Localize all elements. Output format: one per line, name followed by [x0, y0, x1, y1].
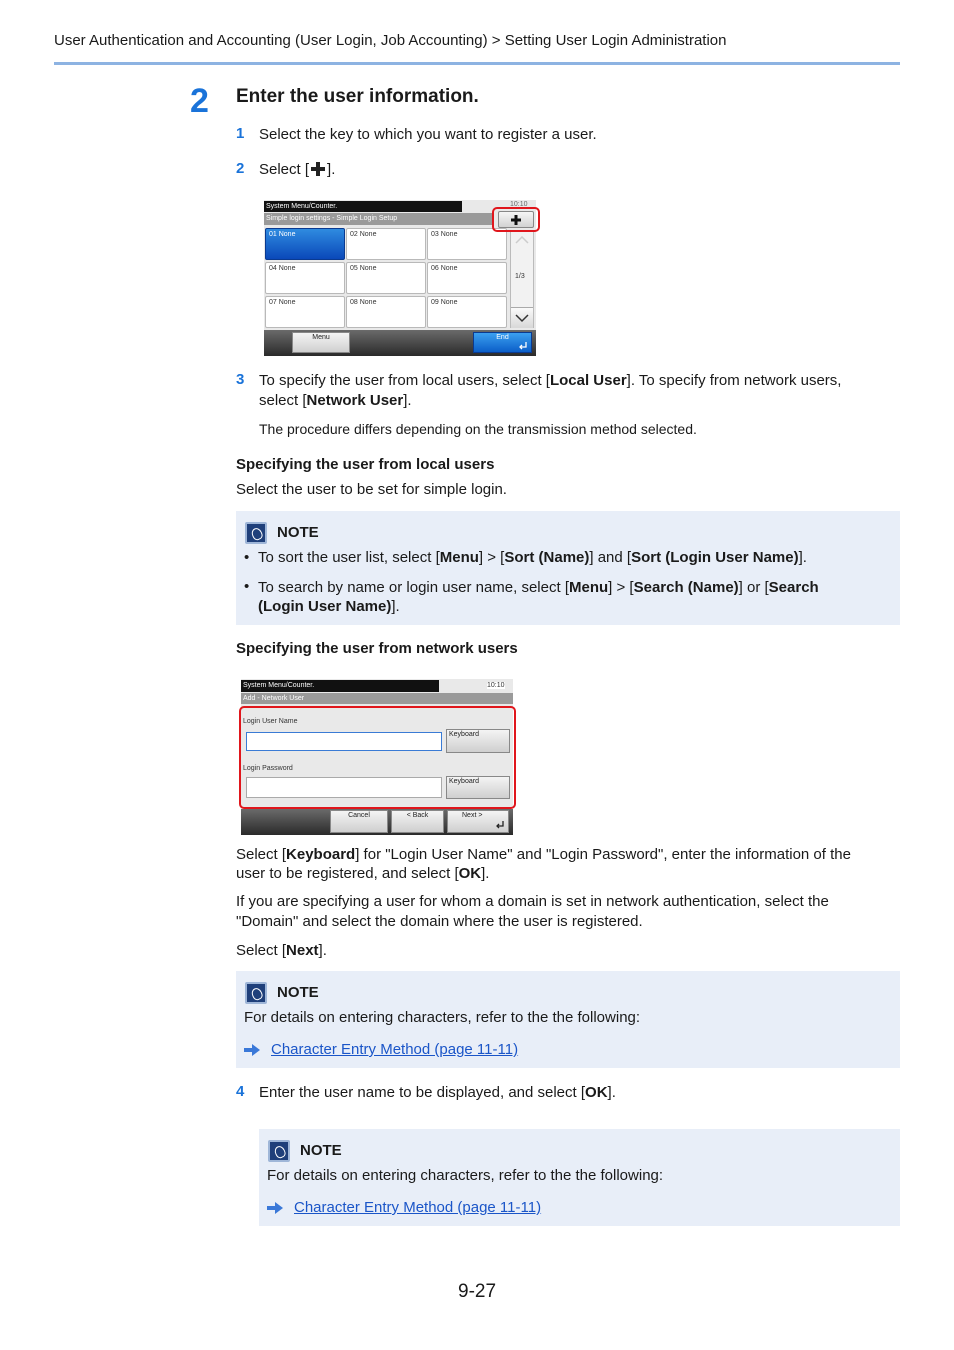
screen1-end-label: End: [496, 334, 509, 341]
note-1-text: ] or [: [738, 579, 769, 596]
screen2-cancel-button[interactable]: Cancel: [330, 810, 388, 833]
highlight-login-fields: [239, 706, 516, 809]
note-3-title: NOTE: [300, 1142, 342, 1159]
screen2-next-button[interactable]: [447, 810, 509, 833]
substep-2-number: 2: [236, 160, 245, 177]
network-user-key: Network User: [306, 392, 404, 409]
note-box-2: [236, 971, 900, 1068]
screen2-top-bar: System Menu/Counter.: [241, 680, 439, 692]
local-users-text: Select the user to be set for simple login.: [236, 481, 507, 498]
screen1-cell-08[interactable]: 08 None: [346, 296, 426, 328]
note-icon: [268, 1140, 290, 1162]
substep-2-text: [259, 160, 335, 180]
substep-3-text-a: To specify the user from local users, select [: [259, 372, 550, 389]
note-1-text: To search by name or login user name, select [: [258, 579, 569, 596]
keyboard-instruction-line-2: [236, 864, 489, 884]
domain-text-line-2: "Domain" and select the domain where the user is registered.: [236, 913, 643, 930]
screen1-cell-09[interactable]: 09 None: [427, 296, 507, 328]
substep-2-post: ].: [327, 161, 336, 178]
screen1-scroll-down-button[interactable]: [511, 307, 533, 328]
sort-login-user-name-key: Sort (Login User Name): [631, 549, 799, 566]
screen1-menu-button[interactable]: Menu: [292, 332, 350, 353]
note-1-text: ].: [391, 598, 400, 615]
substep-1-number: 1: [236, 125, 245, 142]
screen1-cell-04[interactable]: 04 None: [265, 262, 345, 294]
login-user-name-key: (Login User Name): [258, 598, 392, 615]
substep-3-line-1: [259, 371, 841, 391]
substep-4-text-b: ].: [607, 1084, 616, 1101]
note-1-title: NOTE: [277, 524, 319, 541]
arrow-right-icon: [267, 1202, 283, 1214]
search-key: Search: [768, 579, 819, 596]
screen1-cell-07[interactable]: 07 None: [265, 296, 345, 328]
keyboard-button-password[interactable]: Keyboard: [446, 776, 510, 799]
screen1-scrollbar[interactable]: [510, 230, 534, 328]
step-title: Enter the user information.: [236, 86, 479, 107]
note-icon: [245, 982, 267, 1004]
local-users-heading: Specifying the user from local users: [236, 456, 495, 473]
keyboard-button-username[interactable]: Keyboard: [446, 729, 510, 753]
note-1-bullet-2: •: [244, 578, 250, 595]
substep-3-text-b: ]. To specify from network users,: [626, 372, 842, 389]
screen1-top-bar: System Menu/Counter.: [264, 201, 462, 212]
substep-3-number: 3: [236, 371, 245, 388]
next-key: Next: [286, 942, 319, 959]
note-2-title: NOTE: [277, 984, 319, 1001]
step-number: 2: [190, 82, 209, 120]
screen2-footer: [241, 809, 513, 835]
screen1-page-indicator: 1/3: [515, 273, 525, 280]
menu-key: Menu: [439, 549, 479, 566]
screen1-end-button[interactable]: [473, 332, 532, 353]
screen2-back-button[interactable]: < Back: [391, 810, 444, 833]
chevron-down-icon: [514, 313, 530, 323]
note-box-3: [259, 1129, 900, 1226]
para1-text: ] for "Login User Name" and "Login Password", enter the information of the: [355, 846, 851, 863]
ok-key: OK: [585, 1084, 608, 1101]
header-rule: [54, 62, 900, 65]
screen1-cell-05[interactable]: 05 None: [346, 262, 426, 294]
login-user-name-label: Login User Name: [243, 718, 298, 725]
note-1-item-1: [258, 549, 807, 566]
character-entry-link-1[interactable]: Character Entry Method (page 11-11): [271, 1041, 519, 1058]
note-1-text: ] > [: [478, 549, 505, 566]
note-1-item-2: [258, 578, 819, 616]
enter-icon: [496, 821, 505, 829]
substep-4-number: 4: [236, 1083, 245, 1100]
chevron-up-icon[interactable]: [514, 235, 530, 245]
substep-3-text-c: select [: [259, 392, 307, 409]
para3-text: Select [: [236, 942, 287, 959]
note-icon: [245, 522, 267, 544]
note-1-text: ] > [: [608, 579, 634, 596]
screen1-time: 10:10: [510, 201, 528, 208]
screen2-sub-bar: Add - Network User: [241, 693, 513, 704]
screen1-cell-02[interactable]: 02 None: [346, 228, 426, 260]
note-1-text: ] and [: [589, 549, 632, 566]
para1-text: ].: [481, 865, 490, 882]
plus-icon: [309, 161, 327, 177]
enter-icon: [519, 342, 528, 350]
substep-3-line-2: [259, 391, 412, 411]
screen2-next-label: Next >: [462, 812, 483, 819]
sort-name-key: Sort (Name): [504, 549, 590, 566]
highlight-add-button: [492, 207, 540, 232]
para1-text: user to be registered, and select [: [236, 865, 459, 882]
note-1-text: To sort the user list, select [: [258, 549, 440, 566]
screen1-sub-bar: Simple login settings - Simple Login Setup: [264, 213, 494, 225]
para1-text: Select [: [236, 846, 287, 863]
note-1-text: ].: [798, 549, 807, 566]
note-2-text: For details on entering characters, refer to the the following:: [244, 1009, 641, 1026]
substep-2-pre: Select [: [259, 161, 310, 178]
arrow-right-icon: [244, 1044, 260, 1056]
keyboard-instruction-line-1: [236, 845, 851, 865]
note-1-bullet-1: •: [244, 549, 250, 566]
note-box-1: [236, 511, 900, 625]
domain-text-line-1: If you are specifying a user for whom a domain is set in network authentication, select the: [236, 893, 829, 910]
ok-key: OK: [458, 865, 482, 882]
screen1-cell-01[interactable]: 01 None: [265, 228, 345, 260]
page-number: 9-27: [458, 1281, 497, 1302]
search-name-key: Search (Name): [633, 579, 739, 596]
substep-4-text-a: Enter the user name to be displayed, and select [: [259, 1084, 586, 1101]
screen1-cell-03[interactable]: 03 None: [427, 228, 507, 260]
para3-text: ].: [318, 942, 327, 959]
page-header-breadcrumb: User Authentication and Accounting (User Login, Job Accounting) > Setting User Login Administration: [54, 32, 727, 49]
screen2-time: 10:10: [487, 682, 505, 689]
menu-key: Menu: [569, 579, 609, 596]
select-next-text: [236, 941, 327, 961]
substep-3-note: The procedure differs depending on the transmission method selected.: [259, 421, 697, 437]
local-user-key: Local User: [549, 372, 627, 389]
login-password-label: Login Password: [243, 765, 293, 772]
substep-1-text: Select the key to which you want to register a user.: [259, 126, 597, 143]
keyboard-key: Keyboard: [286, 846, 356, 863]
substep-4-text: [259, 1083, 616, 1103]
screen1-cell-06[interactable]: 06 None: [427, 262, 507, 294]
substep-3-text-d: ].: [403, 392, 412, 409]
note-3-text: For details on entering characters, refer to the the following:: [267, 1167, 664, 1184]
screen1-footer: [264, 330, 536, 356]
network-users-heading: Specifying the user from network users: [236, 640, 518, 657]
character-entry-link-2[interactable]: Character Entry Method (page 11-11): [294, 1199, 542, 1216]
